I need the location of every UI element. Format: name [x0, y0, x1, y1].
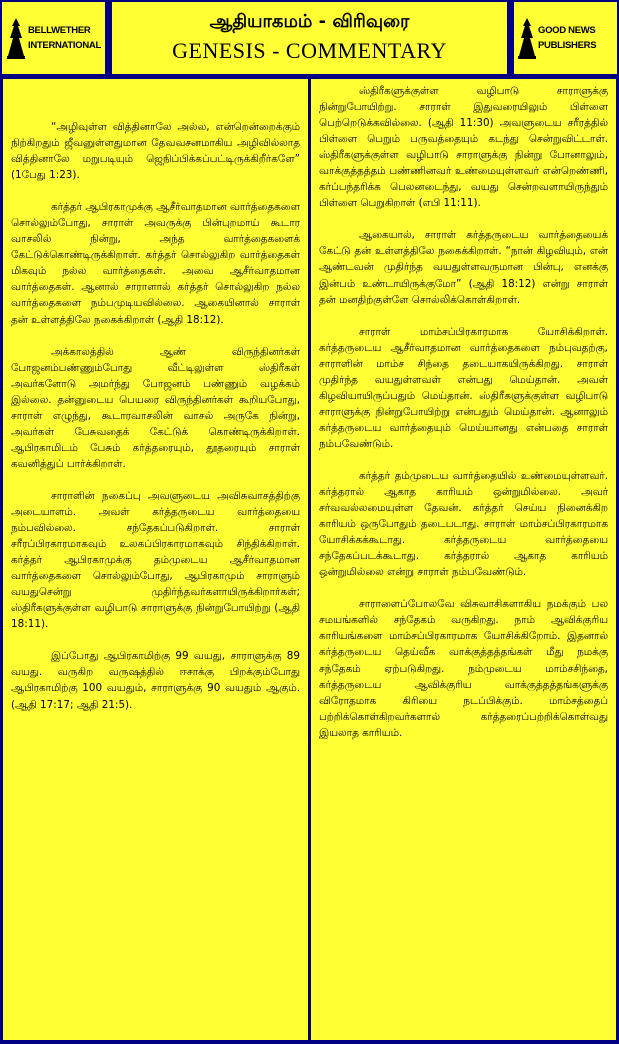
publisher-emblem-icon [518, 16, 536, 60]
bellwether-emblem-icon [6, 16, 26, 60]
paragraph: கர்த்தர் தம்முடைய வார்த்தையில் உண்மையுள்ளவர். கர்த்தரால் ஆகாத காரியம் ஒன்றுமில்லை. அவர் சர்வவல்லமையுள்ள தேவன். கர்த்தர் செய்ய நினைக்கிற காரியம் ஒருபோதும் தடைபடாது. சாராள் மாம்சப்பிரகாரமாக யோசிக்கக்கூடாது. கர்த்தருடைய வார்த்தையை சந்தேகப்படக்கூடாது. கர்த்தரால் ஆகாத காரியம் ஒன்றுமில்லை என்று சாராள் நம்பவேண்டும். [319, 469, 608, 579]
page-title-tamil: ஆதியாகமம் - விரிவுரை [209, 11, 410, 32]
logo-left-line1: BELLWETHER [28, 25, 91, 36]
page-title-english: GENESIS - COMMENTARY [172, 38, 447, 63]
logo-right-line1: GOOD NEWS [538, 25, 596, 36]
right-column [311, 79, 616, 1040]
paragraph: இப்போது ஆபிரகாமிற்கு 99 வயது, சாராளுக்கு 89 வயது. வருகிற வருஷத்தில் ஈசாக்கு பிறக்கும்போது ஆபிரகாமிற்கு 100 வயதும், சாராளுக்கு 90 வயதும் ஆகும். (ஆதி 17:17; ஆதி 21:5). [11, 650, 300, 711]
good-news-logo [512, 0, 619, 76]
header-title-box [110, 0, 509, 76]
paragraph: ஆகையால், சாராள் கர்த்தருடைய வார்த்தையைக் கேட்டு தன் உள்ளத்திலே நகைக்கிறாள். “நான் கிழவியும், என் ஆண்டவன் முதிர்ந்த வயதுள்ளவருமான பின்பு, எனக்கு இன்பம் உண்டாயிருக்குமோ” (ஆதி 18:12) என்று சாராள் தன் மனதிற்குள்ளே சொல்லிக்கொள்கிறாள். [319, 229, 608, 306]
logo-left-line2: INTERNATIONAL [28, 40, 101, 51]
paragraph: சாராள் மாம்சப்பிரகாரமாக யோசிக்கிறாள். கர்த்தருடைய ஆசீர்வாதமான வார்த்தைகளை நம்புவதற்கு, சாராளின் மாம்ச சிந்தை தடையாகயிருக்கிறது. சாராள் முதிர்ந்த வயதுள்ளவள் என்பது மெய்தான். அவள் கிழவியாயிருப்பதும் மெய்தான். ஸ்திரீகளுக்குள்ள வழிபாடு சாராளுக்கு நின்றுபோயிற்று என்பதும் மெய்தான். ஆனாலும் கர்த்தருடைய வார்த்தையும் மெய்யானது என்பதை சாராள் நம்பவேண்டும். [319, 325, 608, 450]
paragraph: சாராளைப்போலவே விசுவாசிகளாகிய நமக்கும் பல சமயங்களில் சந்தேகம் வருகிறது. நாம் ஆவிக்குரிய காரியங்களை மாம்சப்பிரகாரமாக யோசிக்கிறோம். இதனால் கர்த்தருடைய தெய்வீக வாக்குத்தத்தங்கள் மீது நமக்கு சந்தேகம் ஏற்படுகிறது. நம்முடைய மாம்சசிந்தை, கர்த்தருடைய ஆவிக்குரிய வாக்குத்தத்தங்களுக்கு விரோதமாக கிரியை நடப்பிக்கும். மாம்சத்தைப் பற்றிக்கொள்கிறவர்களால் கர்த்தரைப்பற்றிக்கொள்வது இயலாத காரியம். [319, 598, 608, 739]
logo-right-line2: PUBLISHERS [538, 40, 597, 51]
paragraph: கர்த்தர் ஆபிரகாமுக்கு ஆசீர்வாதமான வார்த்தைகளை சொல்லும்போது, சாராள் அவருக்கு பின்புறமாய் கூடார வாசலில் நின்று, அந்த வார்த்தைகளைக் கேட்டுக்கொண்டிருக்கிறாள். கர்த்தர் சொல்லுகிற வார்த்தைகள் மிகவும் நல்ல வார்த்தைகள். அவை ஆசீர்வாதமான வார்த்தைகள். ஆனால் சாராளால் கர்த்தர் சொல்லுகிற நல்ல வார்த்தைகளை நம்பமுடியவில்லை. ஆகையினால் சாராள் தன் உள்ளத்திலே நகைக்கிறாள் (ஆதி 18:12). [11, 201, 300, 326]
bellwether-logo [0, 0, 107, 76]
paragraph: சாராளின் நகைப்பு அவளுடைய அவிசுவாசத்திற்கு அடையாளம். அவள் கர்த்தருடைய வார்த்தையை நம்பவில்லை. சந்தேகப்படுகிறாள். சாராள் சரீரப்பிரகாரமாகவும் உலகப்பிரகாரமாகவும் சிந்திக்கிறாள். கர்த்தர் ஆபிரகாமுக்கு தம்முடைய ஆசீர்வாதமான வார்த்தைகளை சொல்லும்போது, ஆபிரகாமும் சாராளும் வயதுசென்று முதிர்ந்தவர்களாயிருக்கிறார்கள்; ஸ்திரீகளுக்குள்ள வழிபாடு சாராளுக்கு நின்றுபோயிற்று (ஆதி 18:11). [11, 489, 300, 631]
paragraph: “அழிவுள்ள வித்தினாலே அல்ல, என்றென்றைக்கும் நிற்கிறதும் ஜீவனுள்ளதுமான தேவவசனமாகிய அழிவில்லாத வித்தினாலே மறுபடியும் ஜெநிப்பிக்கப்பட்டிருக்கிறீர்களே” (1பேது 1:23). [11, 121, 300, 182]
paragraph: அக்காலத்தில் ஆண் விருந்தினர்கள் போஜனம்பண்ணும்போது வீட்டிலுள்ள ஸ்திரீகள் அவர்களோடு அமர்ந்து போஜனம் பண்ணும் வழக்கம் இல்லை. தன்னுடைய பெயரை விருந்தினர்கள் கூறியபோது, சாராள் எழுந்து, கூடாரவாசலின் வாசல் அருகே நின்று, அவர்கள் பேசுவதைக் கேட்டுக் கொண்டிருக்கிறாள். ஆபிரகாமிடம் பேசும் கர்த்தரையும், தூதரையும் சாராள் கவனித்துப் பார்க்கிறாள். [11, 345, 300, 470]
left-column [3, 79, 308, 1040]
paragraph: ஸ்திரீகளுக்குள்ள வழிபாடு சாராளுக்கு நின்றுபோயிற்று. சாராள் இதுவரையிலும் பிள்ளை பெற்றெடுக்கவில்லை. (ஆதி 11:30) அவளுடைய சரீரத்தில் பிள்ளை பெறும் பருவத்தையும் கடந்து சென்றுவிட்டாள். ஸ்திரீகளுக்குள்ள வழிபாடு சாராளுக்கு நின்று போனாலும், வாக்குத்தத்தம் பண்ணினவர் உண்மையுள்ளவர் என்றெண்ணி, கர்ப்பந்தரிக்க பெலனடைந்து, வயது சென்றவளாயிருந்தும் பிள்ளை பெறுகிறாள் (எபி 11:11). [319, 85, 608, 210]
